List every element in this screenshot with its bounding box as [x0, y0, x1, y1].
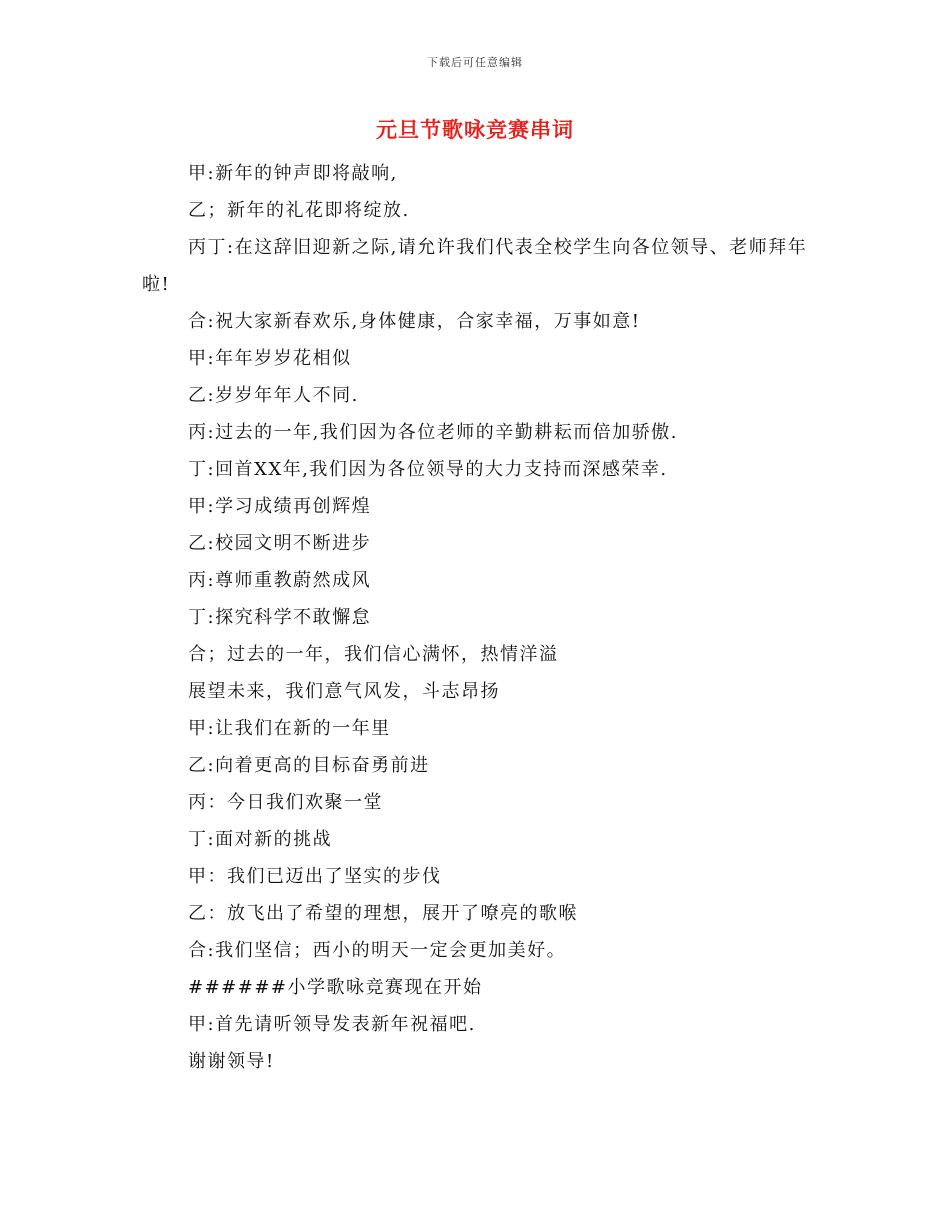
paragraph: 丁:面对新的挑战	[188, 829, 333, 850]
paragraph: 丁:探究科学不敢懈怠	[188, 607, 372, 628]
paragraph: 甲:新年的钟声即将敲响,	[188, 163, 398, 184]
header-note: 下载后可任意编辑	[427, 56, 523, 69]
paragraph: 甲：我们已迈出了坚实的步伐	[188, 866, 442, 887]
paragraph: ######小学歌咏竞赛现在开始	[188, 977, 483, 998]
paragraph: 甲:年年岁岁花相似	[188, 348, 352, 369]
paragraph: 合:我们坚信；西小的明天一定会更加美好。	[188, 940, 567, 961]
paragraph: 丙：今日我们欢聚一堂	[188, 792, 383, 813]
paragraph: 甲:首先请听领导发表新年祝福吧.	[188, 1014, 476, 1035]
document-body	[142, 155, 810, 1080]
paragraph: 乙；新年的礼花即将绽放.	[188, 200, 410, 221]
paragraph: 乙:向着更高的目标奋勇前进	[188, 755, 430, 776]
document-title: 元旦节歌咏竞赛串词	[376, 117, 574, 142]
paragraph: 乙:岁岁年年人不同.	[188, 385, 359, 406]
paragraph: 甲:学习成绩再创辉煌	[188, 496, 372, 517]
paragraph: 丁:回首XX年,我们因为各位领导的大力支持而深感荣幸.	[188, 459, 668, 480]
paragraph: 合；过去的一年，我们信心满怀，热情洋溢	[188, 644, 559, 665]
paragraph: 合:祝大家新春欢乐,身体健康，合家幸福，万事如意!	[188, 311, 641, 332]
paragraph: 丙丁:在这辞旧迎新之际,请允许我们代表全校学生向各位领导、老师拜年啦!	[142, 237, 808, 295]
paragraph: 乙：放飞出了希望的理想，展开了嘹亮的歌喉	[188, 903, 578, 924]
paragraph: 展望未来，我们意气风发，斗志昂扬	[188, 681, 500, 702]
paragraph: 甲:让我们在新的一年里	[188, 718, 391, 739]
paragraph: 乙:校园文明不断进步	[188, 533, 372, 554]
paragraph: 谢谢领导!	[188, 1051, 275, 1072]
paragraph: 丙:尊师重教蔚然成风	[188, 570, 372, 591]
paragraph: 丙:过去的一年,我们因为各位老师的辛勤耕耘而倍加骄傲.	[188, 422, 679, 443]
